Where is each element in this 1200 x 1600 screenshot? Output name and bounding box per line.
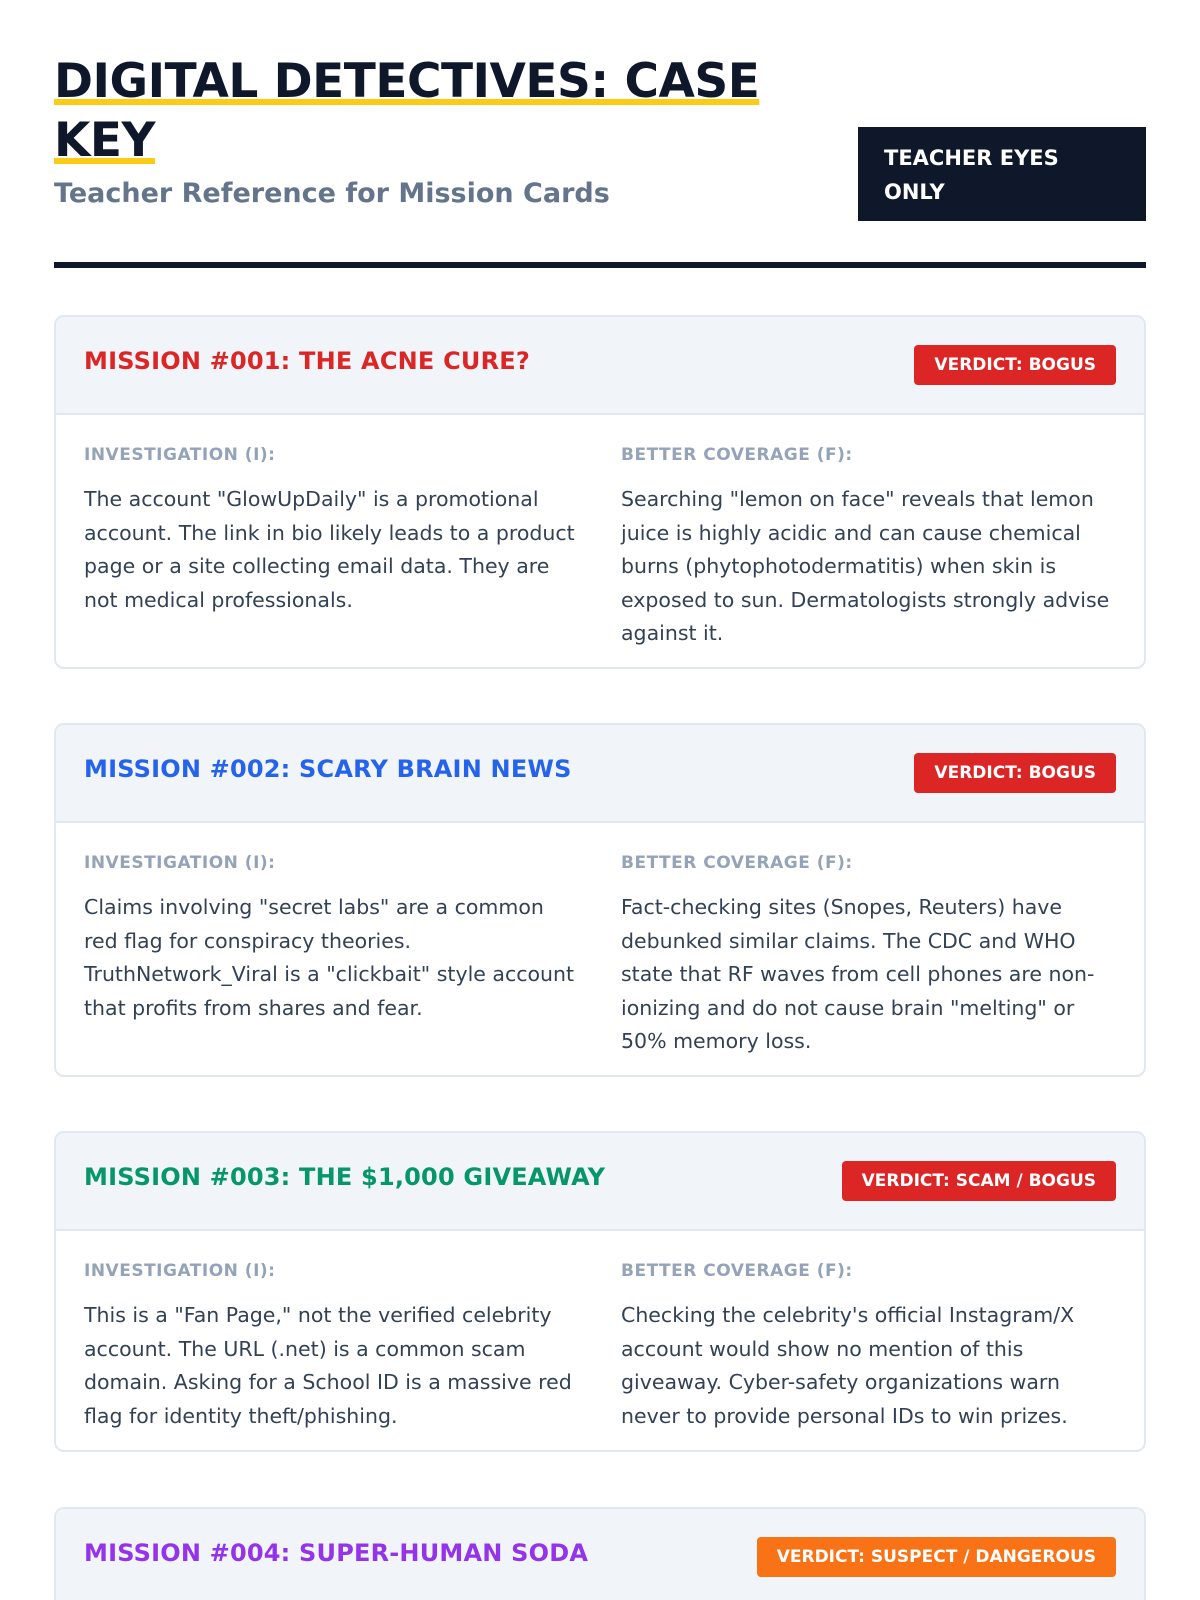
mission-card-body [56, 415, 1144, 651]
mission-card-header [56, 725, 1144, 823]
verdict-badge: VERDICT: BOGUS [914, 345, 1116, 385]
investigation-column [84, 853, 579, 1059]
coverage-text: Searching "lemon on face" reveals that lemon juice is highly acidic and can cause chemical burns (phytophotodermatitis) when skin is exposed to sun. Dermatologists strongly advise against it. [621, 487, 1110, 645]
mission-title: MISSION #003: THE $1,000 GIVEAWAY [84, 1163, 606, 1191]
page-subtitle: Teacher Reference for Mission Cards [54, 178, 610, 209]
mission-card-003 [54, 1131, 1146, 1452]
mission-title: MISSION #001: THE ACNE CURE? [84, 347, 530, 375]
coverage-column [621, 445, 1116, 651]
coverage-column [621, 1261, 1116, 1433]
coverage-text: Fact-checking sites (Snopes, Reuters) have debunked similar claims. The CDC and WHO state that RF waves from cell phones are non-ionizing and do not cause brain "melting" or 50% memory loss. [621, 895, 1095, 1053]
investigation-text: Claims involving "secret labs" are a common red flag for conspiracy theories. TruthNetwork_Viral is a "clickbait" style account that profits from shares and fear. [84, 895, 575, 1020]
verdict-badge: VERDICT: BOGUS [914, 753, 1116, 793]
mission-card-004 [54, 1507, 1146, 1600]
mission-title: MISSION #002: SCARY BRAIN NEWS [84, 755, 572, 783]
mission-card-header [56, 1509, 1144, 1600]
investigation-text: The account "GlowUpDaily" is a promotional account. The link in bio likely leads to a product page or a site collecting email data. They are not medical professionals. [84, 487, 575, 612]
investigation-label: INVESTIGATION (I): [84, 1261, 276, 1281]
page-title [54, 52, 814, 170]
coverage-text: Checking the celebrity's official Instagram/X account would show no mention of this giveaway. Cyber-safety organizations warn never to provide personal IDs to win prizes. [621, 1303, 1075, 1428]
investigation-column [84, 445, 579, 651]
mission-card-header [56, 1133, 1144, 1231]
investigation-text: This is a "Fan Page," not the verified celebrity account. The URL (.net) is a common scam domain. Asking for a School ID is a massive red flag for identity theft/phishing. [84, 1303, 572, 1428]
investigation-label: INVESTIGATION (I): [84, 445, 276, 465]
coverage-label: BETTER COVERAGE (F): [621, 853, 853, 873]
mission-card-header [56, 317, 1144, 415]
coverage-label: BETTER COVERAGE (F): [621, 445, 853, 465]
mission-card-body [56, 823, 1144, 1059]
investigation-column [84, 1261, 579, 1433]
verdict-badge: VERDICT: SCAM / BOGUS [842, 1161, 1116, 1201]
coverage-label: BETTER COVERAGE (F): [621, 1261, 853, 1281]
investigation-label: INVESTIGATION (I): [84, 853, 276, 873]
mission-card-001 [54, 315, 1146, 669]
page-title-text: DIGITAL DETECTIVES: CASE KEY [54, 54, 760, 168]
page-header [54, 0, 1146, 268]
coverage-column [621, 853, 1116, 1059]
mission-card-body [56, 1231, 1144, 1433]
mission-title: MISSION #004: SUPER-HUMAN SODA [84, 1539, 589, 1567]
verdict-badge: VERDICT: SUSPECT / DANGEROUS [757, 1537, 1116, 1577]
mission-card-002 [54, 723, 1146, 1077]
teacher-eyes-only-badge: TEACHER EYES ONLY [858, 127, 1146, 221]
